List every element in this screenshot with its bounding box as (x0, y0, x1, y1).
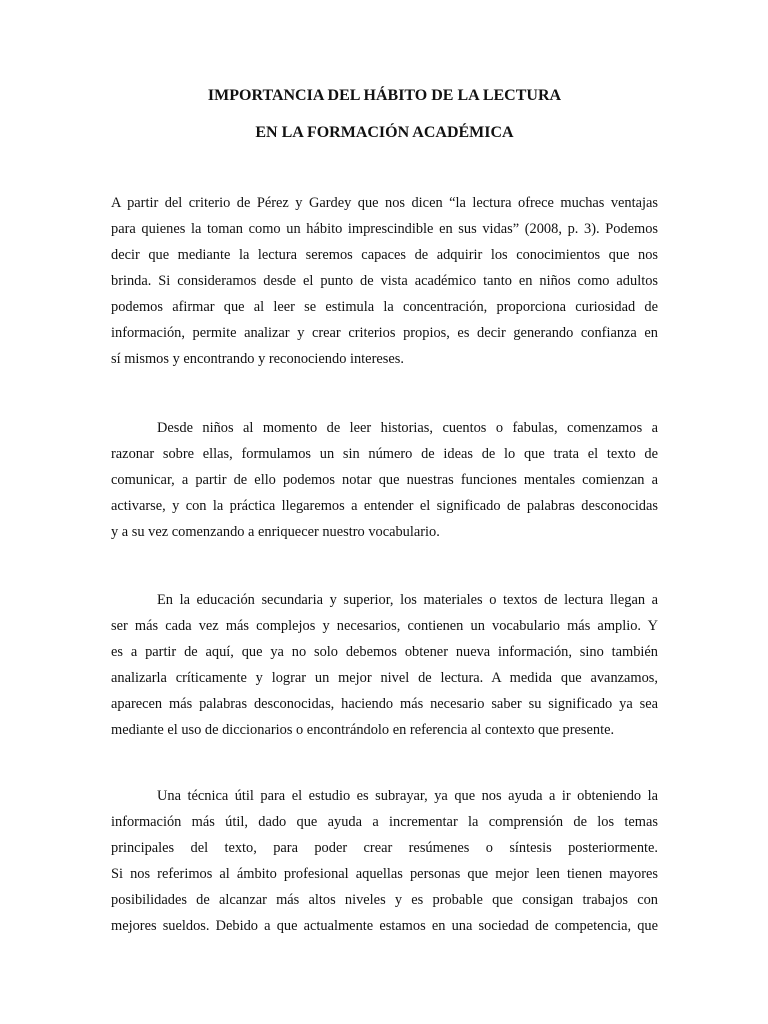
text-line: decir que mediante la lectura seremos capaces de adquirir los conocimientos que nos (111, 247, 658, 263)
text-line: comunicar, a partir de ello podemos notar que nuestras funciones mentales comienzan a (111, 472, 658, 488)
text-line: A partir del criterio de Pérez y Gardey que nos dicen “la lectura ofrece muchas ventajas (111, 195, 658, 211)
text-line: razonar sobre ellas, formulamos un sin número de ideas de lo que trata el texto de (111, 446, 658, 462)
text-line: mediante el uso de diccionarios o encontrándolo en referencia al contexto que presente. (111, 722, 615, 738)
text-line: posibilidades de alcanzar más altos niveles y es probable que consigan trabajos con (111, 892, 658, 908)
text-line: Desde niños al momento de leer historias, cuentos o fabulas, comenzamos a (157, 420, 658, 436)
text-line: Una técnica útil para el estudio es subrayar, ya que nos ayuda a ir obteniendo la (157, 788, 658, 804)
text-line: aparecen más palabras desconocidas, haciendo más necesario saber su significado ya sea (111, 696, 658, 712)
document-title-line-2: EN LA FORMACIÓN ACADÉMICA (255, 124, 514, 141)
paragraph-1 (111, 190, 658, 372)
text-line: Si nos referimos al ámbito profesional aquellas personas que mejor leen tienen mayores (111, 866, 658, 882)
paragraph-2 (111, 415, 658, 545)
text-line: y a su vez comenzando a enriquecer nuestro vocabulario. (111, 524, 440, 540)
paragraph-4 (111, 783, 658, 939)
paragraph-3 (111, 587, 658, 743)
text-line: mejores sueldos. Debido a que actualmente estamos en una sociedad de competencia, que (111, 918, 658, 934)
text-line: información más útil, dado que ayuda a incrementar la comprensión de los temas (111, 814, 658, 830)
text-line: para quienes la toman como un hábito imprescindible en sus vidas” (2008, p. 3). Podemos (111, 221, 658, 237)
document-page (111, 0, 658, 1024)
text-line: principales del texto, para poder crear resúmenes o síntesis posteriormente. (111, 840, 658, 856)
text-line: es a partir de aquí, que ya no solo debemos obtener nueva información, sino también (111, 644, 658, 660)
text-line: analizarla críticamente y lograr un mejor nivel de lectura. A medida que avanzamos, (111, 670, 658, 686)
text-line: brinda. Si consideramos desde el punto de vista académico tanto en niños como adultos (111, 273, 658, 289)
document-title-line-1: IMPORTANCIA DEL HÁBITO DE LA LECTURA (207, 87, 562, 104)
text-line: En la educación secundaria y superior, los materiales o textos de lectura llegan a (157, 592, 658, 608)
text-line: podemos afirmar que al leer se estimula la concentración, proporciona curiosidad de (111, 299, 658, 315)
text-line: información, permite analizar y crear criterios propios, es decir generando confianza en (111, 325, 658, 341)
text-line: activarse, y con la práctica llegaremos a entender el significado de palabras desconocidas (111, 498, 658, 514)
text-line: ser más cada vez más complejos y necesarios, contienen un vocabulario más amplio. Y (111, 618, 658, 634)
text-line: sí mismos y encontrando y reconociendo intereses. (111, 351, 404, 367)
